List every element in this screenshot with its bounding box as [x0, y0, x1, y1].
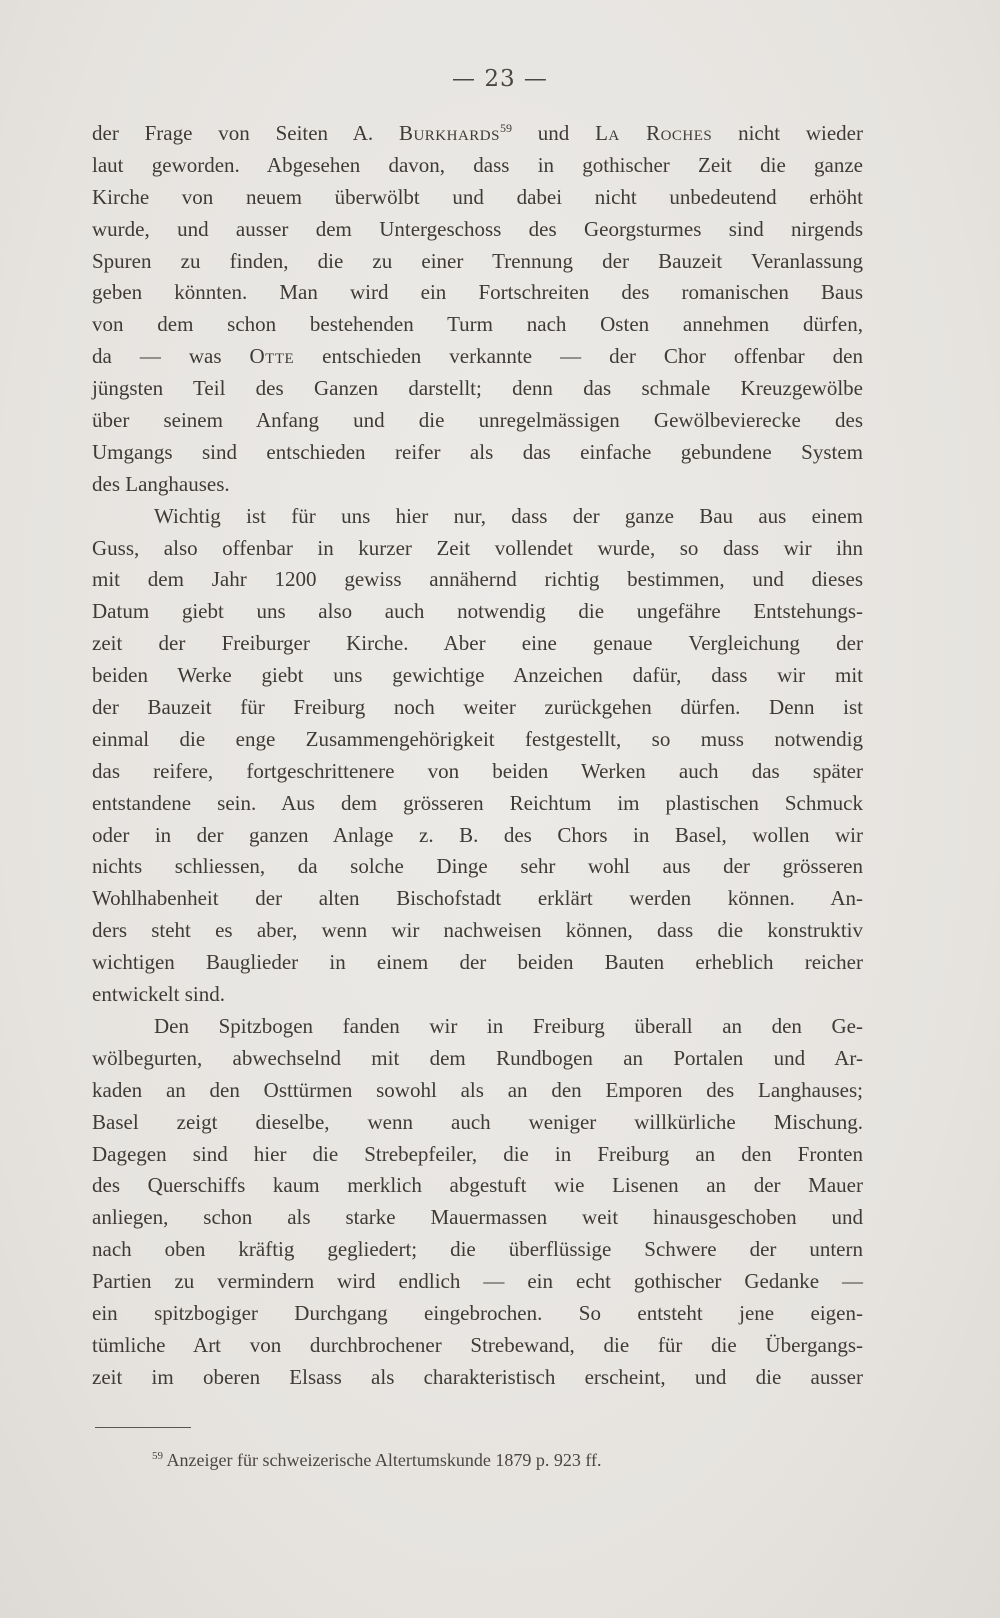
text-run: der Frage von Seiten A. — [92, 121, 399, 145]
text-line — [92, 1075, 863, 1107]
text-run: oder in der ganzen Anlage z. B. des Chors in Basel, wollen wir — [92, 822, 863, 847]
text-line — [92, 979, 863, 1011]
text-run: kaden an den Osttürmen sowohl als an den Emporen des Langhauses; — [92, 1077, 863, 1102]
text-line — [92, 405, 863, 437]
text-run: Otte — [249, 344, 295, 369]
text-run: beiden Werke giebt uns gewichtige Anzeichen dafür, dass wir mit — [92, 663, 863, 688]
text-run: ders steht es aber, wenn wir nachweisen können, dass die konstruktiv — [92, 918, 863, 943]
text-run: wölbegurten, abwechselnd mit dem Rundbogen an Portalen und Ar- — [92, 1045, 863, 1070]
text-run: und — [511, 121, 596, 145]
text-run: Spuren zu finden, die zu einer Trennung der Bauzeit Veranlassung — [92, 248, 863, 273]
text-line — [92, 341, 863, 373]
body-text — [92, 118, 863, 1394]
text-line — [92, 628, 863, 660]
text-line — [92, 214, 863, 246]
text-run: jüngsten Teil des Ganzen darstellt; denn das schmale Kreuzgewölbe — [92, 376, 863, 401]
text-line — [92, 1170, 863, 1202]
text-line — [92, 277, 863, 309]
text-run: über seinem Anfang und die unregelmässigen Gewölbevierecke des — [92, 408, 863, 433]
text-run: von dem schon bestehenden Turm nach Osten annehmen dürfen, — [92, 312, 863, 337]
text-run: entstandene sein. Aus dem grösseren Reichtum im plastischen Schmuck — [92, 790, 863, 815]
text-line — [92, 1362, 863, 1394]
text-line — [92, 692, 863, 724]
footnote-divider — [95, 1427, 191, 1428]
text-line — [92, 1202, 863, 1234]
text-line — [92, 1011, 863, 1043]
text-run: Wichtig ist für uns hier nur, dass der ganze Bau aus einem — [154, 503, 863, 528]
text-line — [92, 1139, 863, 1171]
text-run: Guss, also offenbar in kurzer Zeit vollendet wurde, so dass wir ihn — [92, 535, 863, 560]
text-run: Den Spitzbogen fanden wir in Freiburg überall an den Ge- — [154, 1013, 863, 1038]
text-run: ein spitzbogiger Durchgang eingebrochen. So entsteht jene eigen- — [92, 1300, 863, 1325]
text-run: mit dem Jahr 1200 gewiss annähernd richtig bestimmen, und dieses — [92, 567, 863, 592]
text-line — [92, 373, 863, 405]
text-line — [92, 756, 863, 788]
text-line — [92, 1043, 863, 1075]
text-run: Umgangs sind entschieden reifer als das einfache gebundene System — [92, 439, 863, 464]
text-line — [92, 660, 863, 692]
text-run: das reifere, fortgeschrittenere von beiden Werken auch das später — [92, 758, 863, 783]
text-run: zeit der Freiburger Kirche. Aber eine genaue Vergleichung der — [92, 631, 863, 656]
text-run: laut geworden. Abgesehen davon, dass in gothischer Zeit die ganze — [92, 152, 863, 177]
footnote — [152, 1450, 602, 1471]
text-run: Partien zu vermindern wird endlich — ein echt gothischer Gedanke — — [92, 1269, 863, 1294]
page-number: — 23 — — [452, 66, 548, 92]
text-run: geben könnten. Man wird ein Fortschreiten des romanischen Baus — [92, 280, 863, 305]
text-line — [92, 788, 863, 820]
text-run: des Langhauses. — [92, 471, 230, 496]
text-run: einmal die enge Zusammengehörigkeit festgestellt, so muss notwendig — [92, 726, 863, 751]
text-line — [92, 469, 863, 501]
text-run: nicht wieder — [712, 121, 863, 145]
text-run: entschieden verkannte — der Chor offenbar den — [294, 344, 863, 369]
text-line — [92, 118, 863, 150]
text-run: nach oben kräftig gegliedert; die überflüssige Schwere der untern — [92, 1237, 863, 1262]
text-run: entwickelt sind. — [92, 982, 225, 1007]
text-line — [92, 533, 863, 565]
text-line — [92, 1298, 863, 1330]
text-line — [92, 1234, 863, 1266]
text-run: da — was — [92, 344, 250, 369]
text-line — [92, 1330, 863, 1362]
text-run: nichts schliessen, da solche Dinge sehr wohl aus der grösseren — [92, 854, 863, 879]
text-line — [92, 246, 863, 278]
text-run: Dagegen sind hier die Strebepfeiler, die in Freiburg an den Fronten — [92, 1141, 863, 1166]
text-line — [92, 150, 863, 182]
text-run: Wohlhabenheit der alten Bischofstadt erklärt werden können. An- — [92, 886, 863, 911]
text-run: La Roches — [595, 121, 713, 145]
text-run: tümliche Art von durchbrochener Strebewand, die für die Übergangs- — [92, 1332, 863, 1357]
text-line — [92, 564, 863, 596]
text-run: des Querschiffs kaum merklich abgestuft wie Lisenen an der Mauer — [92, 1173, 863, 1198]
text-line — [92, 820, 863, 852]
footnote-marker: 59 — [152, 1450, 163, 1462]
footnote-reference: 59 — [499, 121, 512, 135]
text-run: Datum giebt uns also auch notwendig die ungefähre Entstehungs- — [92, 599, 863, 624]
text-line — [92, 596, 863, 628]
text-run: wichtigen Bauglieder in einem der beiden Bauten erheblich reicher — [92, 950, 863, 975]
text-line — [92, 915, 863, 947]
text-run: anliegen, schon als starke Mauermassen weit hinausgeschoben und — [92, 1205, 863, 1230]
text-line — [92, 501, 863, 533]
text-run: Burkhards — [398, 121, 500, 145]
text-line — [92, 1266, 863, 1298]
footnote-text: Anzeiger für schweizerische Altertumskunde 1879 p. 923 ff. — [163, 1450, 602, 1470]
text-run: zeit im oberen Elsass als charakteristisch erscheint, und die ausser — [92, 1364, 863, 1389]
text-line — [92, 1107, 863, 1139]
text-run: Basel zeigt dieselbe, wenn auch weniger willkürliche Mischung. — [92, 1109, 863, 1134]
text-line — [92, 947, 863, 979]
text-line — [92, 851, 863, 883]
text-line — [92, 883, 863, 915]
text-run: wurde, und ausser dem Untergeschoss des Georgsturmes sind nirgends — [92, 216, 863, 241]
text-run: Kirche von neuem überwölbt und dabei nicht unbedeutend erhöht — [92, 184, 863, 209]
text-line — [92, 437, 863, 469]
text-line — [92, 309, 863, 341]
text-run: der Bauzeit für Freiburg noch weiter zurückgehen dürfen. Denn ist — [92, 695, 863, 720]
text-line — [92, 724, 863, 756]
text-line — [92, 182, 863, 214]
